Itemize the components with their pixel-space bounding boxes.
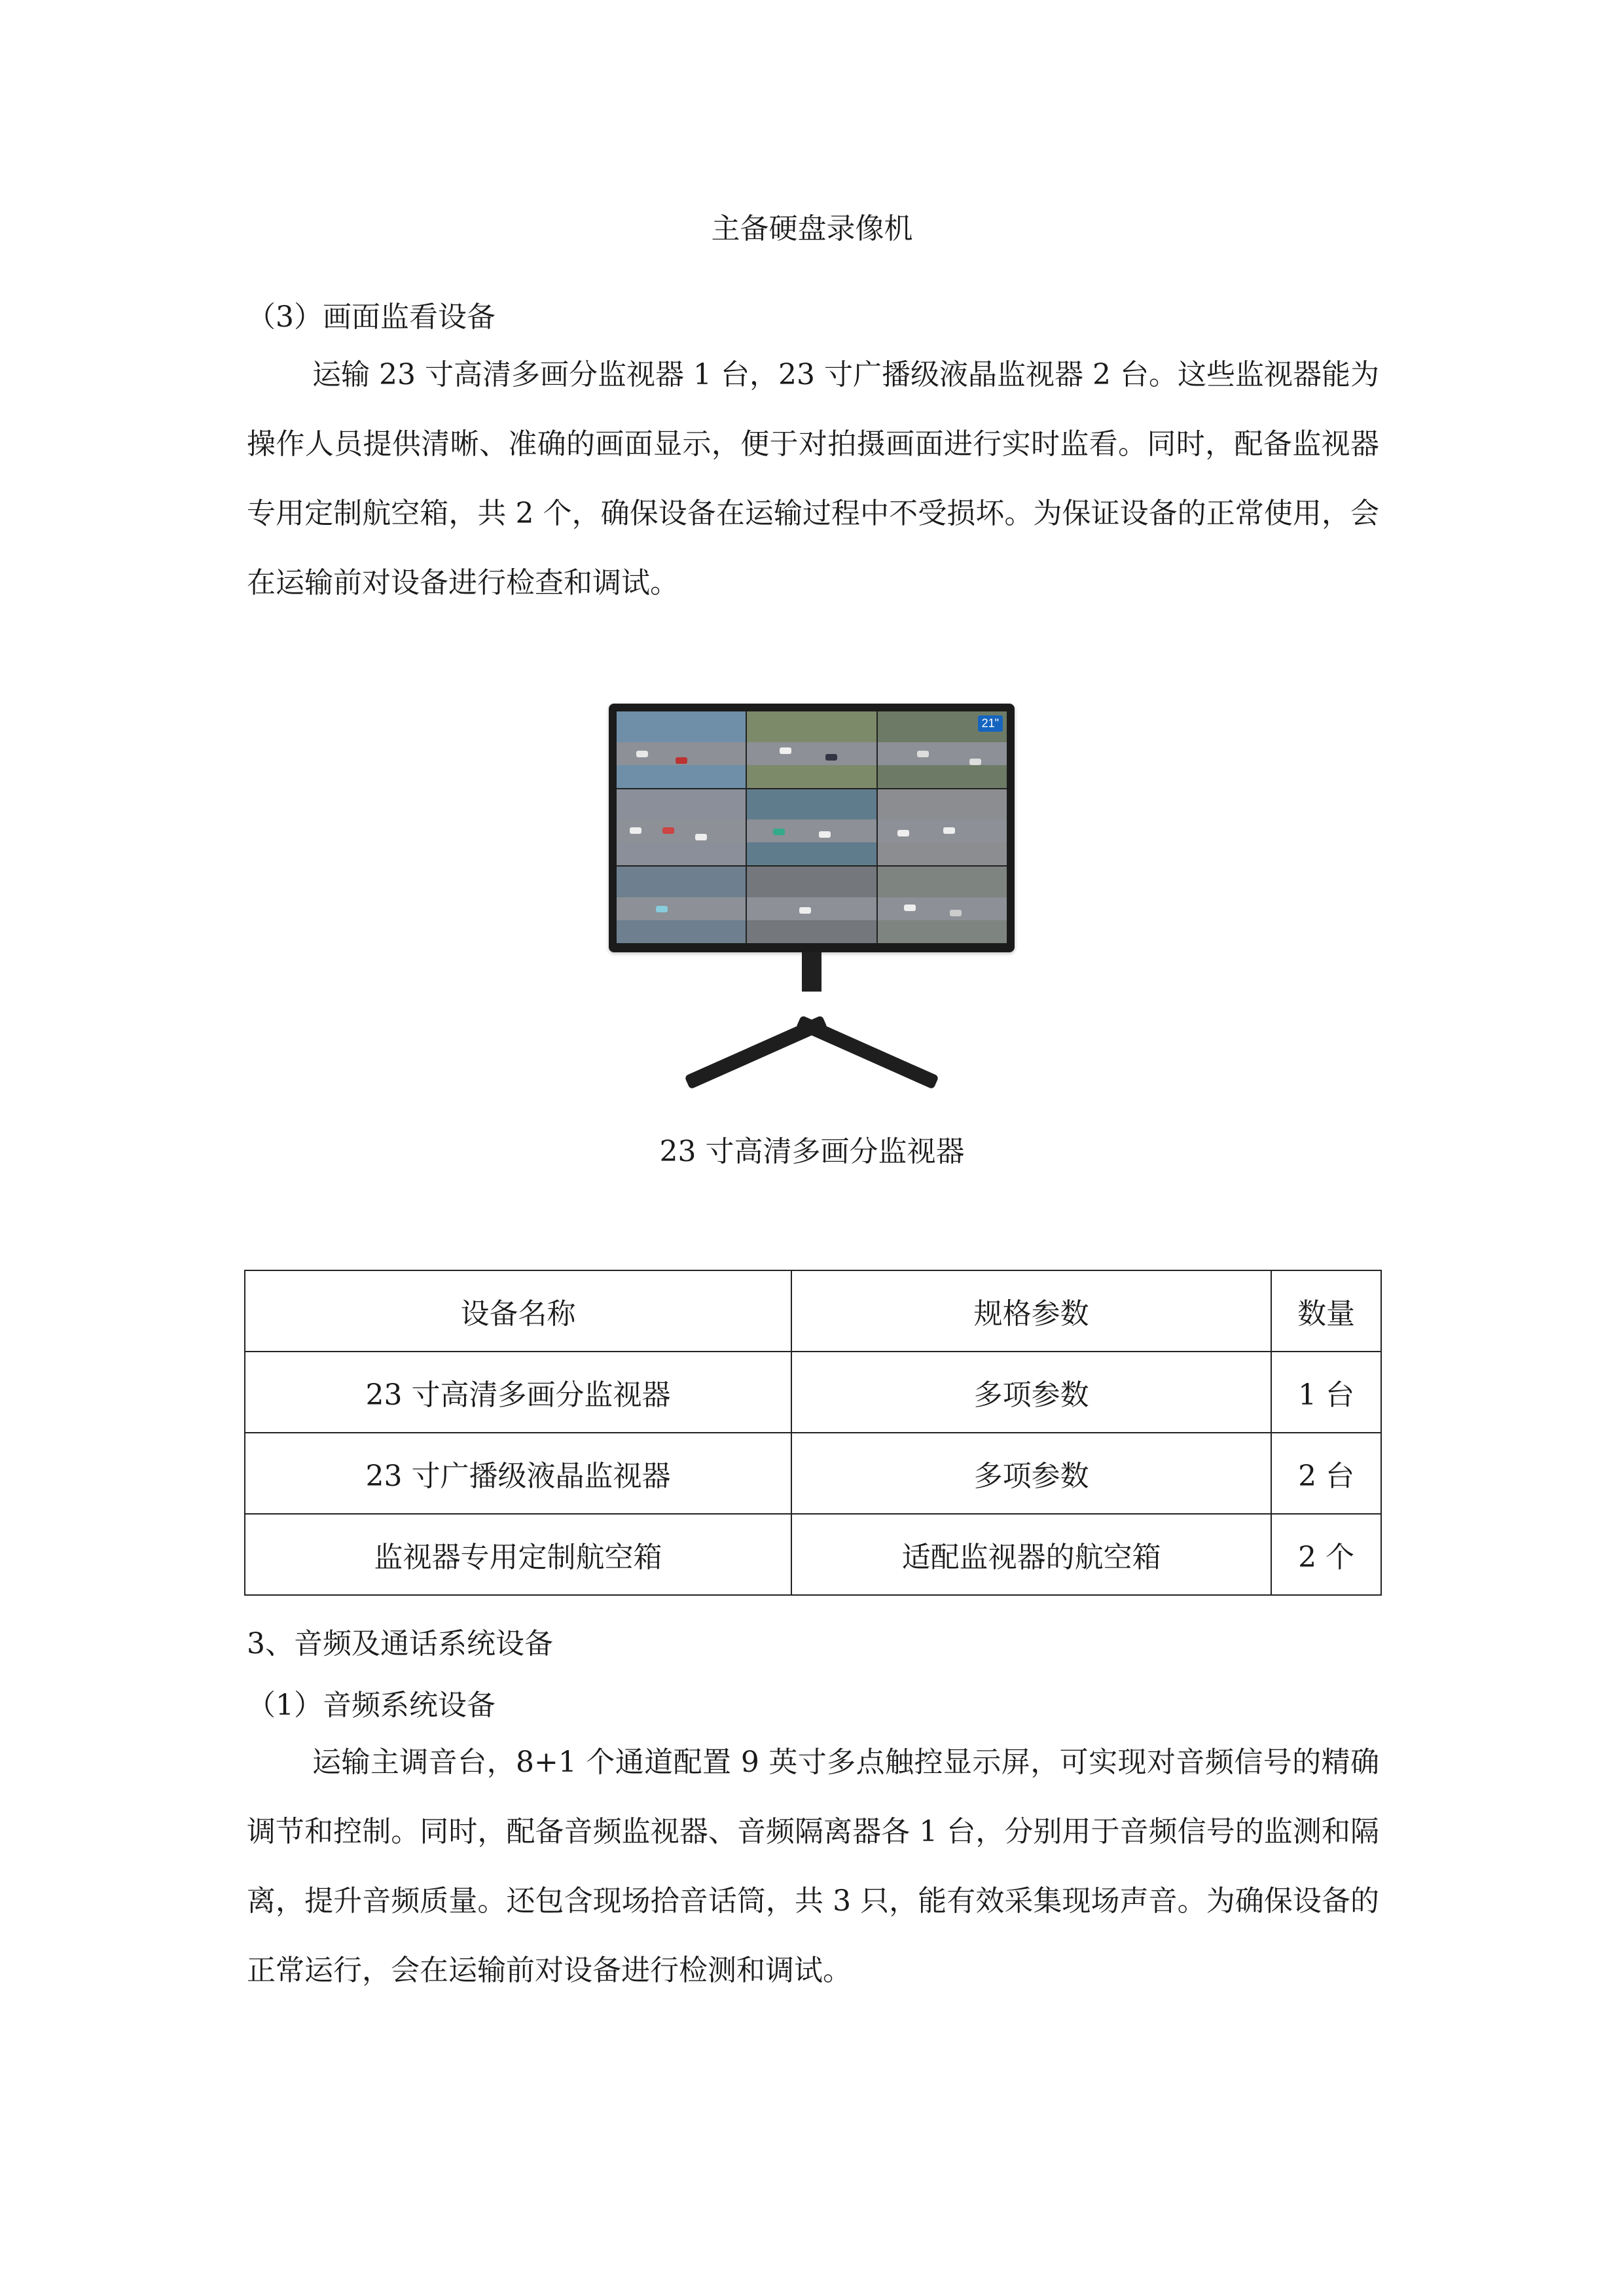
section-3-paragraph: 运输 23 寸高清多画分监视器 1 台，23 寸广播级液晶监视器 2 台。这些监视器能为操作人员提供清晰、准确的画面显示，便于对拍摄画面进行实时监看。同时，配备监视器专用定制航空箱，共 2 个，确保设备在运输过程中不受损坏。为保证设备的正常使用，会在运输前对设备进行检查和调试。: [247, 358, 1379, 600]
table-cell: 适配监视器的航空箱: [791, 1514, 1271, 1595]
camera-view: [747, 711, 876, 788]
section-3-heading: （3）画面监看设备: [247, 300, 496, 334]
camera-view: [747, 867, 876, 943]
monitor-image: [609, 704, 1015, 1060]
table-header: 数量: [1271, 1270, 1381, 1352]
table-cell: 监视器专用定制航空箱: [245, 1514, 791, 1595]
table-row: [245, 1514, 1381, 1595]
camera-view: [878, 711, 1007, 788]
table-cell: 23 寸高清多画分监视器: [245, 1352, 791, 1433]
camera-view: [878, 789, 1007, 866]
table-row: [245, 1433, 1381, 1514]
heading-3: 3、音频及通话系统设备: [247, 1627, 553, 1660]
monitor-bezel: [609, 704, 1015, 952]
table-cell: 2 台: [1271, 1433, 1381, 1514]
table-header: 设备名称: [245, 1270, 791, 1352]
table-header: 规格参数: [791, 1270, 1271, 1352]
audio-paragraph: 运输主调音台，8+1 个通道配置 9 英寸多点触控显示屏，可实现对音频信号的精确调节和控制。同时，配备音频监视器、音频隔离器各 1 台，分别用于音频信号的监测和隔离，提升音频质量。还包含现场拾音话筒，共 3 只，能有效采集现场声音。为确保设备的正常运行，会在运输前对设备进行检测和调试。: [247, 1746, 1379, 1987]
table-cell: 23 寸广播级液晶监视器: [245, 1433, 791, 1514]
monitor-neck: [802, 952, 821, 992]
monitor-stand-leg: [796, 1015, 939, 1090]
table-cell: 多项参数: [791, 1352, 1271, 1433]
camera-view: [878, 867, 1007, 943]
monitor-screen: [617, 711, 1007, 943]
figure-caption: 23 寸高清多画分监视器: [659, 1135, 965, 1168]
camera-view: [617, 711, 746, 788]
table-cell: 2 个: [1271, 1514, 1381, 1595]
camera-view: [617, 867, 746, 943]
camera-view: [617, 789, 746, 866]
subheading-1: （1）音频系统设备: [247, 1689, 496, 1722]
table-cell: 多项参数: [791, 1433, 1271, 1514]
caption-top: 主备硬盘录像机: [711, 212, 913, 245]
camera-view: [747, 789, 876, 866]
size-badge: 21": [978, 715, 1003, 732]
table-header-row: [245, 1270, 1381, 1352]
table-row: [245, 1352, 1381, 1433]
equipment-table: [244, 1270, 1382, 1596]
table-cell: 1 台: [1271, 1352, 1381, 1433]
